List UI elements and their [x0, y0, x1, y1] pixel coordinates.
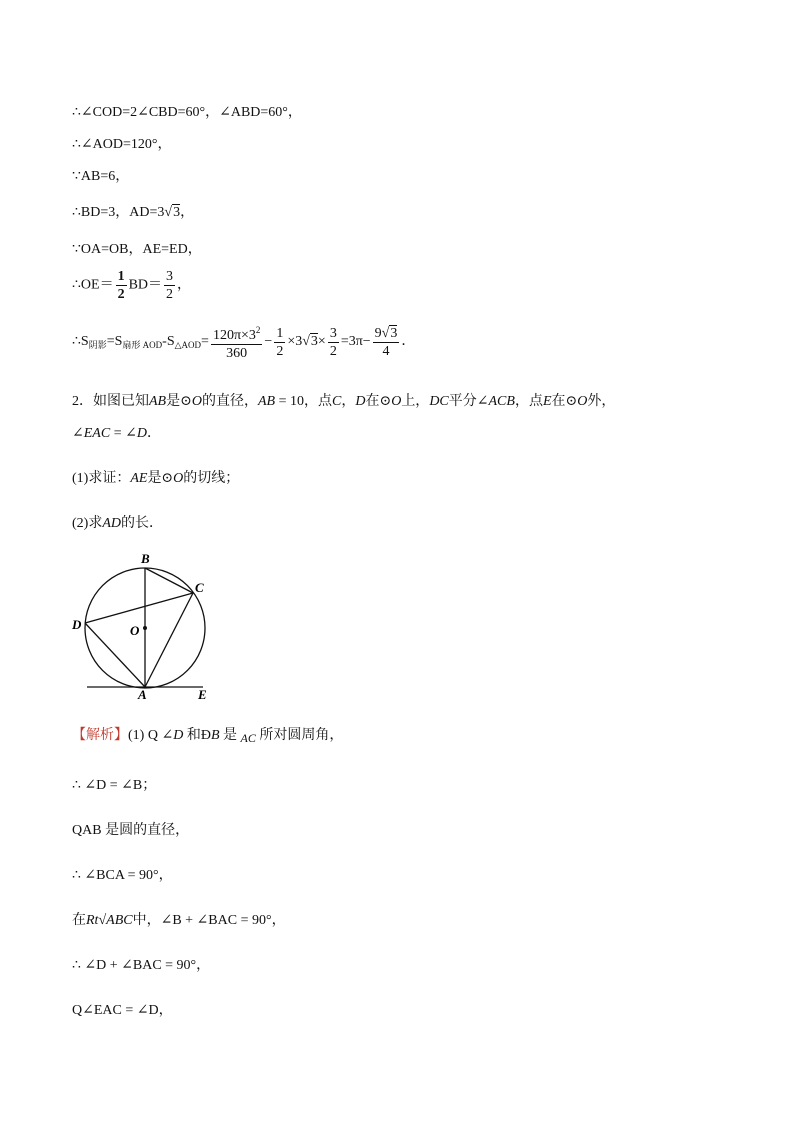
- denominator: 2: [117, 287, 125, 302]
- text: ∠: [157, 728, 174, 743]
- var: C: [331, 394, 342, 409]
- label-a: A: [138, 687, 147, 702]
- text: Ð: [200, 728, 211, 743]
- fraction-result: [373, 325, 400, 360]
- text: 在⊙: [365, 394, 392, 409]
- arc-label: AC: [240, 731, 256, 745]
- text: 平分∠: [448, 394, 489, 409]
- var: D: [136, 426, 147, 441]
- solution-line-1: [72, 726, 343, 748]
- proof-line-2: [72, 135, 171, 155]
- var: O: [173, 471, 184, 486]
- solution-line-7: [72, 1001, 173, 1021]
- denominator: 2: [329, 343, 337, 359]
- proof-line-1: [72, 103, 302, 123]
- text: 的长．: [121, 516, 163, 531]
- subscript: 阴影: [88, 340, 107, 351]
- proof-line-3: [72, 167, 129, 187]
- label-d: D: [72, 617, 82, 632]
- text: ∠EAC = ∠D，: [82, 1003, 173, 1018]
- var: B: [210, 728, 220, 743]
- sqrt-symbol: √: [302, 334, 310, 350]
- text: 9: [374, 325, 382, 341]
- sqrt-radicand: 3: [390, 325, 398, 341]
- text: ∴∠COD=2∠CBD=60°，∠ABD=60°，: [72, 105, 302, 120]
- problem-statement-line-1: [72, 392, 615, 412]
- text: =3π−: [340, 334, 371, 350]
- numerator: 3: [166, 269, 174, 284]
- denominator: 2: [276, 343, 284, 359]
- text: ×3: [287, 334, 303, 350]
- text: ∴ ∠D + ∠BAC = 90°，: [72, 958, 211, 973]
- sqrt-symbol: √: [381, 325, 390, 341]
- var: D: [355, 394, 366, 409]
- segment-bc: [145, 568, 193, 593]
- text: 外，: [587, 394, 616, 409]
- var: AB: [149, 394, 167, 409]
- fraction-half: [116, 268, 127, 303]
- text: 上，: [401, 394, 430, 409]
- solution-line-5: [72, 911, 286, 931]
- text: (1): [128, 728, 148, 743]
- center-point: [143, 626, 147, 630]
- text: 120π×3: [212, 328, 256, 343]
- text: ∴OE＝: [72, 277, 114, 293]
- superscript: 2: [255, 325, 261, 335]
- numerator: [373, 325, 400, 343]
- solution-line-6: [72, 956, 210, 976]
- var: D: [173, 728, 184, 743]
- text: -S: [162, 334, 175, 350]
- segment-ac: [145, 593, 193, 687]
- text: ∴∠AOD=120°，: [72, 137, 172, 152]
- numerator: 3: [329, 325, 337, 341]
- text: AB 是圆的直径，: [82, 823, 190, 838]
- var: O: [391, 394, 402, 409]
- text: ．: [146, 426, 161, 441]
- text: BD＝: [128, 277, 163, 293]
- text: −: [264, 334, 273, 350]
- proof-line-7: [72, 322, 415, 362]
- var: E: [542, 394, 552, 409]
- text: =: [201, 334, 209, 350]
- var: EAC: [83, 426, 111, 441]
- problem-statement-line-2: [72, 424, 161, 444]
- text: ×: [317, 334, 326, 350]
- text: ∵OA=OB，AE=ED，: [72, 242, 202, 257]
- sub-question-1: [72, 469, 239, 489]
- fraction-half-2: [274, 325, 285, 360]
- solution-line-3: [72, 821, 189, 841]
- text: ∠: [72, 426, 84, 441]
- analysis-tag: 【解析】: [72, 728, 128, 743]
- var: Rt: [86, 913, 99, 928]
- segment-dc: [85, 593, 193, 623]
- text: 是⊙: [147, 471, 174, 486]
- fraction-three-halves: [164, 268, 175, 303]
- solution-line-2: [72, 776, 156, 796]
- var: AB: [257, 394, 276, 409]
- var: ACB: [488, 394, 515, 409]
- text: = ∠: [110, 426, 137, 441]
- proof-line-6: [72, 268, 191, 303]
- sqrt-radicand: 3: [310, 334, 318, 350]
- var: ABC: [106, 913, 133, 928]
- var: O: [191, 394, 202, 409]
- var: DC: [429, 394, 449, 409]
- var: O: [577, 394, 588, 409]
- text: 是⊙: [166, 394, 192, 409]
- text: ∴S: [72, 334, 89, 350]
- text: ，: [180, 205, 195, 220]
- text: 的切线；: [183, 471, 240, 486]
- text: ∴ ∠D = ∠B；: [72, 778, 157, 793]
- text: 所对圆周角，: [255, 728, 344, 743]
- text: Q: [147, 728, 158, 743]
- label-b: B: [141, 551, 150, 566]
- denominator: 4: [382, 343, 390, 359]
- text: 在: [72, 913, 86, 928]
- subscript: △AOD: [174, 340, 202, 351]
- text: (1)求证：: [72, 471, 131, 486]
- denominator: 360: [226, 346, 248, 361]
- text: Q: [72, 1003, 83, 1018]
- fraction-sector: [211, 322, 262, 362]
- text: ，: [177, 277, 192, 293]
- text: ，: [341, 394, 356, 409]
- text: 2．如图已知: [72, 394, 149, 409]
- geometry-figure: [60, 545, 220, 705]
- proof-line-4: [72, 203, 194, 223]
- solution-line-4: [72, 866, 173, 886]
- text: ，点: [514, 394, 543, 409]
- label-c: C: [195, 580, 204, 595]
- numerator: 1: [276, 325, 284, 341]
- sqrt-symbol: √: [164, 205, 173, 220]
- text: 的直径，: [201, 394, 258, 409]
- text: 是: [219, 728, 241, 743]
- sub-question-2: [72, 514, 163, 534]
- text: ∴BD=3，AD=3: [72, 205, 165, 220]
- denominator: 2: [166, 287, 174, 302]
- text: 中，∠B + ∠BAC = 90°，: [132, 913, 286, 928]
- label-e: E: [198, 687, 207, 702]
- numerator: 1: [117, 269, 125, 284]
- text: (2)求: [72, 516, 103, 531]
- text: ．: [401, 334, 416, 350]
- subscript: 扇形 AOD: [122, 340, 163, 351]
- text: = 10，点: [275, 394, 332, 409]
- text: ∵AB=6，: [72, 169, 130, 184]
- text: √: [98, 913, 107, 928]
- proof-line-5: [72, 240, 202, 260]
- text: ∴ ∠BCA = 90°，: [72, 868, 173, 883]
- sqrt-radicand: 3: [173, 205, 181, 220]
- label-o: O: [130, 623, 140, 638]
- var: AE: [130, 471, 148, 486]
- text: =S: [106, 334, 123, 350]
- fraction-three-halves-2: [328, 325, 339, 360]
- var: AD: [102, 516, 121, 531]
- text: 和: [183, 728, 201, 743]
- numerator: [211, 322, 262, 345]
- text: 在⊙: [551, 394, 578, 409]
- text: Q: [72, 823, 83, 838]
